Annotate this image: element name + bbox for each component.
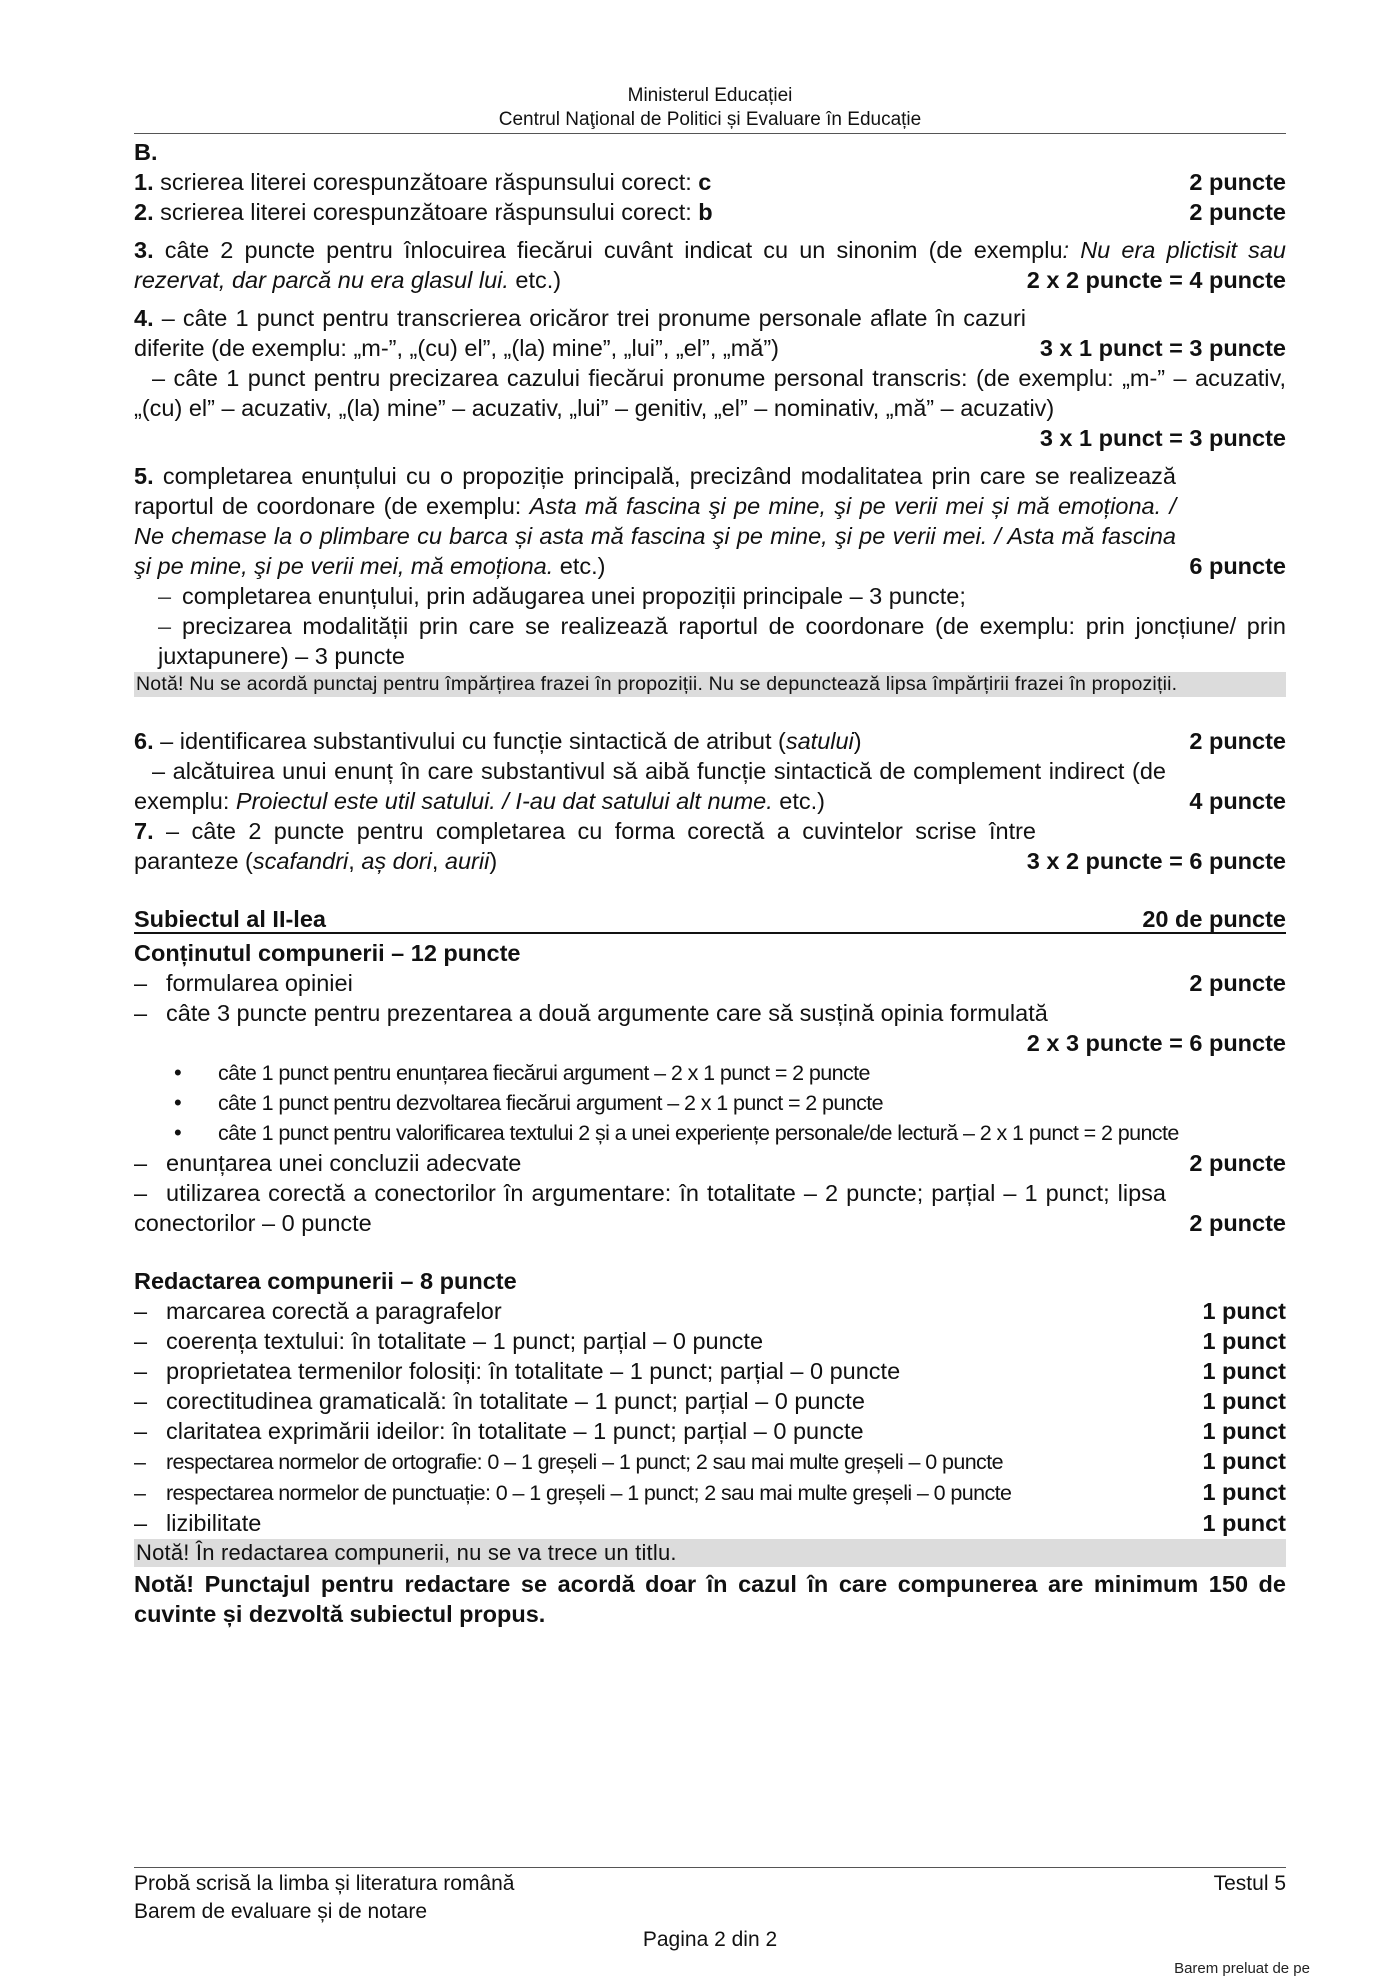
criterion-text: marcarea corectă a paragrafelor	[166, 1298, 502, 1324]
item-points: 4 puncte	[1189, 788, 1286, 814]
criterion-text: claritatea exprimării ideilor: în totalitate – 1 punct; parțial – 0 puncte	[166, 1418, 864, 1444]
word-italic: aș dori	[361, 848, 432, 874]
item-6	[134, 726, 1286, 816]
item-3	[134, 235, 1286, 295]
criterion-points: 2 x 3 puncte = 6 puncte	[1026, 1030, 1286, 1056]
page-footer	[134, 1870, 1286, 1926]
item-text: – câte 1 punct pentru transcrierea oricăror trei pronume personale aflate în cazuri diferite (de exemplu: „m-”, „(cu) el”, „(la) mine”, „lui”, „el”, „mă”)	[134, 305, 1026, 361]
item-text: – câte 1 punct pentru precizarea cazului fiecărui pronume personal transcris: (de exemplu: „m-” – acuzativ, „(cu) el” – acuzativ, „(la) mine” – acuzativ, „lui” – genitiv, „el” – nominativ, „mă” – acuzativ)	[134, 365, 1286, 421]
writing-criterion	[134, 1416, 1286, 1446]
item-points: 2 x 2 puncte = 4 puncte	[1026, 267, 1286, 293]
criterion-points: 2 puncte	[1189, 1150, 1286, 1176]
dash-marker: –	[134, 1328, 148, 1354]
criterion-points: 1 punct	[1202, 1448, 1286, 1474]
page-header	[134, 84, 1286, 132]
final-note: Notă! Punctajul pentru redactare se acordă doar în cazul în care compunerea are minimum 150 de cuvinte și dezvoltă subiectul propus.	[134, 1571, 1286, 1627]
item-1	[134, 167, 1286, 197]
item-number: 6.	[134, 728, 154, 754]
item-points: 2 puncte	[1189, 728, 1286, 754]
criterion-text: utilizarea corectă a conectorilor în argumentare: în totalitate – 2 puncte; parțial – 1 punct; lipsa conectorilor – 0 puncte	[134, 1180, 1166, 1236]
barem-content	[134, 137, 1286, 1629]
criterion-points: 1 punct	[1202, 1298, 1286, 1324]
item-text: câte 2 puncte pentru înlocuirea fiecărui cuvânt indicat cu un sinonim (de exemplu	[153, 237, 1063, 263]
dash-marker: –	[134, 970, 148, 996]
item-4	[134, 303, 1286, 453]
bullet-text: câte 1 punct pentru valorificarea textului 2 și a unei experiențe personale/de lectură – 2 x 1 punct = 2 puncte	[218, 1121, 1179, 1145]
dash-marker: –	[134, 1150, 148, 1176]
writing-criterion	[134, 1508, 1286, 1538]
criterion-points: 1 punct	[1202, 1328, 1286, 1354]
dash-marker: –	[134, 1358, 148, 1384]
document-page	[134, 0, 1310, 1981]
subject-2-heading	[134, 906, 1286, 934]
item-text: completarea enunțului cu o propoziție principală, precizând modalitatea prin care se realizează raportul de coordonare (de exemplu:	[134, 463, 1176, 519]
dash-marker: –	[134, 1418, 148, 1444]
dash-marker: –	[158, 583, 172, 609]
item-text: )	[489, 848, 498, 874]
bullet-item: • câte 1 punct pentru valorificarea textului 2 și a unei experiențe personale/de lectură – 2 x 1 punct = 2 puncte	[134, 1118, 1286, 1148]
criterion-points: 1 punct	[1202, 1479, 1286, 1505]
footer-barem: Barem de evaluare și de notare	[134, 1900, 428, 1923]
item-number: 2.	[134, 199, 154, 225]
dash-marker: –	[134, 1481, 146, 1505]
item-number: 3.	[134, 237, 154, 263]
content-heading: Conținutul compunerii – 12 puncte	[134, 940, 521, 966]
word-italic: scafandri	[252, 848, 349, 874]
item-answer: b	[698, 199, 713, 225]
separator: ,	[431, 848, 445, 874]
subject-points: 20 de puncte	[1142, 906, 1286, 932]
item-example: Asta mă fascina şi pe mine, şi pe verii mei și mă emoționa. / Ne chemase la o plimbare cu barca și asta mă fascina şi pe mine, şi pe verii mei. / Asta mă fascina şi pe mine, şi pe verii mei, mă emoționa.	[134, 493, 1176, 579]
writing-criterion	[134, 1326, 1286, 1356]
item-text: – câte 2 puncte pentru completarea cu forma corectă a cuvintelor scrise între paranteze (	[134, 818, 1036, 874]
item-7	[134, 816, 1286, 876]
item-number: 4.	[134, 305, 154, 331]
criterion	[134, 968, 1286, 998]
item-2	[134, 197, 1286, 227]
header-center: Centrul Naţional de Politici și Evaluare în Educație	[498, 109, 922, 130]
criterion-points: 2 puncte	[1189, 970, 1286, 996]
bullet-item: • câte 1 punct pentru enunțarea fiecărui argument – 2 x 1 punct = 2 puncte	[134, 1058, 1286, 1088]
writing-criterion	[134, 1446, 1286, 1477]
dash-marker: –	[134, 1450, 146, 1474]
criterion-text: lizibilitate	[166, 1510, 262, 1536]
item-number: 7.	[134, 818, 154, 844]
item-tail: etc.)	[553, 553, 606, 579]
item-sub: completarea enunțului, prin adăugarea unei propoziții principale – 3 puncte;	[182, 583, 966, 609]
item-points: 2 puncte	[1189, 169, 1286, 195]
criterion-text: respectarea normelor de punctuație: 0 – 1 greșeli – 1 punct; 2 sau mai multe greșeli – 0 puncte	[166, 1481, 1012, 1505]
item-points: 3 x 1 punct = 3 puncte	[1039, 425, 1286, 451]
section-b-heading: B.	[134, 139, 158, 165]
item-points: 2 puncte	[1189, 199, 1286, 225]
item-italic: satului	[785, 728, 854, 754]
page-number: Pagina 2 din 2	[642, 1928, 778, 1951]
header-rule	[134, 133, 1286, 134]
footer-exam: Probă scrisă la limba și literatura română	[134, 1872, 515, 1895]
writing-criterion	[134, 1296, 1286, 1326]
item-text: – identificarea substantivului cu funcție sintactică de atribut (	[153, 728, 786, 754]
dash-marker: –	[134, 1298, 148, 1324]
word-italic: aurii	[444, 848, 490, 874]
item-text: – alcătuirea unui enunț în care substantivul să aibă funcție sintactică de complement indirect (de exemplu:	[134, 758, 1166, 814]
criterion-text: enunțarea unei concluzii adecvate	[166, 1150, 522, 1176]
item-text: scrierea literei corespunzătoare răspunsului corect:	[153, 169, 699, 195]
source-note: Barem preluat de pe	[1174, 1960, 1310, 1977]
dash-marker: –	[134, 1510, 148, 1536]
criterion-text: proprietatea termenilor folosiți: în totalitate – 1 punct; parțial – 0 puncte	[166, 1358, 901, 1384]
dash-marker: –	[134, 1000, 148, 1026]
separator: ,	[348, 848, 362, 874]
dash-marker: –	[134, 1180, 148, 1206]
dash-marker: –	[134, 1388, 148, 1414]
criterion-text: formularea opiniei	[166, 970, 353, 996]
writing-criterion	[134, 1477, 1286, 1508]
bullet-item: • câte 1 punct pentru dezvoltarea fiecărui argument – 2 x 1 punct = 2 puncte	[134, 1088, 1286, 1118]
item-number: 1.	[134, 169, 154, 195]
criterion	[134, 998, 1286, 1028]
writing-criterion	[134, 1386, 1286, 1416]
subject-title: Subiectul al II-lea	[134, 906, 326, 932]
criterion-points: 1 punct	[1202, 1418, 1286, 1444]
bullet-text: câte 1 punct pentru dezvoltarea fiecărui argument – 2 x 1 punct = 2 puncte	[218, 1091, 883, 1115]
criterion-text: coerența textului: în totalitate – 1 punct; parțial – 0 puncte	[166, 1328, 764, 1354]
footer-rule	[134, 1867, 1286, 1868]
item-sub: precizarea modalității prin care se realizează raportul de coordonare (de exemplu: prin joncțiune/ prin juxtapunere) – 3 puncte	[158, 613, 1286, 669]
item-number: 5.	[134, 463, 154, 489]
item-text: scrierea literei corespunzătoare răspunsului corect:	[153, 199, 699, 225]
item-tail: etc.)	[772, 788, 825, 814]
criterion-points: 1 punct	[1202, 1388, 1286, 1414]
criterion-text: câte 3 puncte pentru prezentarea a două argumente care să susțină opinia formulată	[166, 1000, 1048, 1026]
item-example: : Nu era plictisit sau rezervat, dar parcă nu era glasul lui.	[134, 237, 1286, 293]
criterion-points: 1 punct	[1202, 1510, 1286, 1536]
writing-heading: Redactarea compunerii – 8 puncte	[134, 1268, 517, 1294]
item-points: 6 puncte	[1189, 553, 1286, 579]
item-example: Proiectul este util satului. / I-au dat satului alt nume.	[235, 788, 773, 814]
note-box: Notă! Nu se acordă punctaj pentru împărțirea frazei în propoziții. Nu se depunctează lipsa împărțirii frazei în propoziții.	[134, 672, 1286, 697]
criterion-text: corectitudinea gramaticală: în totalitate – 1 punct; parțial – 0 puncte	[166, 1388, 865, 1414]
bullet-text: câte 1 punct pentru enunțarea fiecărui argument – 2 x 1 punct = 2 puncte	[218, 1061, 870, 1085]
dash-marker: –	[158, 613, 172, 639]
criterion-points: 1 punct	[1202, 1358, 1286, 1384]
item-5	[134, 461, 1286, 697]
item-points: 3 x 1 punct = 3 puncte	[1039, 335, 1286, 361]
item-points: 3 x 2 puncte = 6 puncte	[1026, 848, 1286, 874]
criterion-points: 2 puncte	[1189, 1210, 1286, 1236]
footer-test: Testul 5	[1213, 1872, 1286, 1895]
item-answer: c	[698, 169, 712, 195]
header-ministry: Ministerul Educației	[627, 85, 793, 106]
criterion	[134, 1148, 1286, 1178]
note-box: Notă! În redactarea compunerii, nu se va trece un titlu.	[134, 1539, 1286, 1567]
writing-criterion	[134, 1356, 1286, 1386]
item-text: )	[853, 728, 862, 754]
criterion-text: respectarea normelor de ortografie: 0 – 1 greșeli – 1 punct; 2 sau mai multe greșeli – 0 puncte	[166, 1450, 1003, 1474]
item-tail: etc.)	[508, 267, 562, 293]
